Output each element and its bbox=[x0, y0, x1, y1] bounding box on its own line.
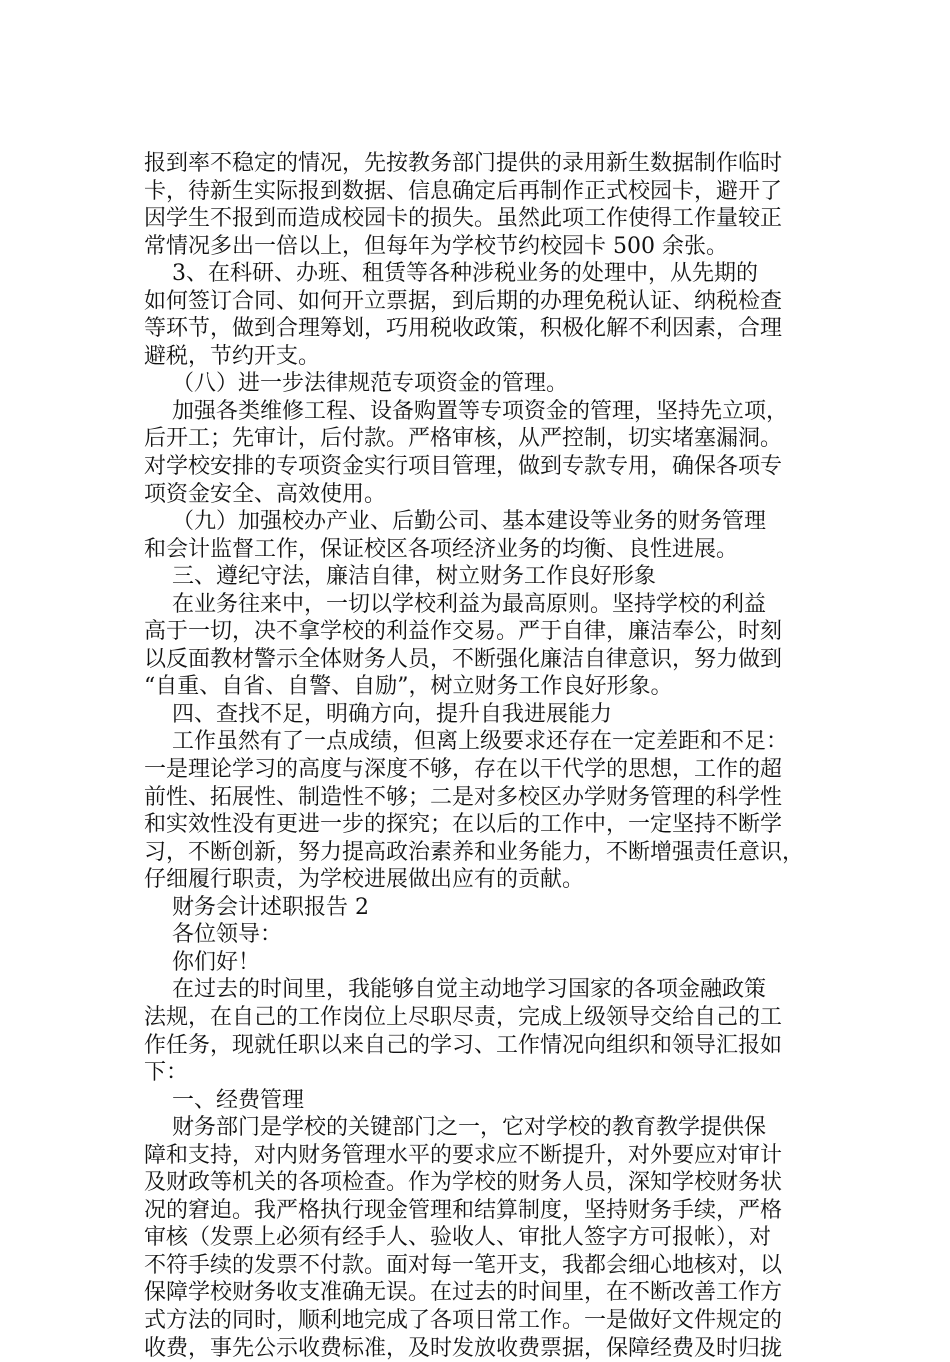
text-line: 法规，在自己的工作岗位上尽职尽责，完成上级领导交给自己的工 bbox=[144, 1004, 783, 1030]
text-line: （八）进一步法律规范专项资金的管理。 bbox=[144, 371, 568, 397]
document-body bbox=[144, 150, 816, 1362]
text-line: 下： bbox=[144, 1060, 189, 1086]
text-line: 保障学校财务收支准确无误。在过去的时间里，在不断改善工作方 bbox=[144, 1280, 783, 1306]
text-line: 和实效性没有更进一步的探究；在以后的工作中，一定坚持不断学 bbox=[144, 812, 783, 838]
text-line: 卡，待新生实际报到数据、信息确定后再制作正式校园卡，避开了 bbox=[144, 178, 783, 204]
text-line: 财务部门是学校的关键部门之一，它对学校的教育教学提供保 bbox=[144, 1115, 766, 1141]
text-line: 三、遵纪守法，廉洁自律，树立财务工作良好形象 bbox=[144, 564, 656, 590]
text-line: 因学生不报到而造成校园卡的损失。虽然此项工作使得工作量较正 bbox=[144, 206, 783, 232]
text-line: 作任务，现就任职以来自己的学习、工作情况向组织和领导汇报如 bbox=[144, 1032, 783, 1058]
text-line: 收费，事先公示收费标准，及时发放收费票据，保障经费及时归拢 bbox=[144, 1335, 783, 1361]
text-line: 常情况多出一倍以上，但每年为学校节约校园卡 500 余张。 bbox=[144, 233, 728, 259]
text-line: 以反面教材警示全体财务人员，不断强化廉洁自律意识，努力做到 bbox=[144, 646, 783, 672]
text-line: “自重、自省、自警、自励”，树立财务工作良好形象。 bbox=[144, 674, 673, 700]
text-line: 项资金安全、高效使用。 bbox=[144, 481, 387, 507]
text-line: 避税，节约开支。 bbox=[144, 343, 321, 369]
text-line: 3、在科研、办班、租赁等各种涉税业务的处理中，从先期的 bbox=[144, 261, 758, 287]
text-line: 及财政等机关的各项检查。作为学校的财务人员，深知学校财务状 bbox=[144, 1170, 783, 1196]
text-line: 后开工；先审计，后付款。严格审核，从严控制，切实堵塞漏洞。 bbox=[144, 426, 783, 452]
text-line: 报到率不稳定的情况，先按教务部门提供的录用新生数据制作临时 bbox=[144, 151, 783, 176]
text-line: 对学校安排的专项资金实行项目管理，做到专款专用，确保各项专 bbox=[144, 454, 783, 480]
text-line: 加强各类维修工程、设备购置等专项资金的管理，坚持先立项， bbox=[144, 398, 788, 424]
text-line: 不符手续的发票不付款。面对每一笔开支，我都会细心地核对，以 bbox=[144, 1252, 783, 1278]
text-line: 前性、拓展性、制造性不够；二是对多校区办学财务管理的科学性 bbox=[144, 784, 783, 810]
text-line: 障和支持，对内财务管理水平的要求应不断提升，对外要应对审计 bbox=[144, 1142, 783, 1168]
text-line: （九）加强校办产业、后勤公司、基本建设等业务的财务管理 bbox=[144, 509, 766, 535]
text-line: 各位领导： bbox=[144, 922, 282, 948]
text-line: 如何签订合同、如何开立票据，到后期的办理免税认证、纳税检查 bbox=[144, 288, 783, 314]
text-line: 财务会计述职报告 2 bbox=[144, 894, 369, 920]
text-line: 在过去的时间里，我能够自觉主动地学习国家的各项金融政策 bbox=[144, 977, 766, 1003]
text-line: 一是理论学习的高度与深度不够，存在以干代学的思想，工作的超 bbox=[144, 757, 783, 783]
text-line: 高于一切，决不拿学校的利益作交易。严于自律，廉洁奉公，时刻 bbox=[144, 619, 783, 645]
text-line: 一、经费管理 bbox=[144, 1087, 304, 1113]
text-line: 式方法的同时，顺利地完成了各项日常工作。一是做好文件规定的 bbox=[144, 1307, 783, 1333]
text-line: 在业务往来中，一切以学校利益为最高原则。坚持学校的利益 bbox=[144, 591, 766, 617]
text-line: 等环节，做到合理筹划，巧用税收政策，积极化解不利因素，合理 bbox=[144, 316, 783, 342]
text-line: 工作虽然有了一点成绩，但离上级要求还存在一定差距和不足： bbox=[144, 729, 788, 755]
text-line: 习，不断创新，努力提高政治素养和业务能力，不断增强责任意识， bbox=[144, 839, 805, 865]
text-line: 四、查找不足，明确方向，提升自我进展能力 bbox=[144, 701, 612, 727]
text-line: 仔细履行职责，为学校进展做出应有的贡献。 bbox=[144, 867, 585, 893]
text-line: 你们好！ bbox=[144, 949, 260, 975]
text-line: 和会计监督工作，保证校区各项经济业务的均衡、良性进展。 bbox=[144, 536, 739, 562]
text-line: 况的窘迫。我严格执行现金管理和结算制度，坚持财务手续，严格 bbox=[144, 1197, 783, 1223]
text-line: 审核（发票上必须有经手人、验收人、审批人签字方可报帐），对 bbox=[144, 1225, 772, 1251]
